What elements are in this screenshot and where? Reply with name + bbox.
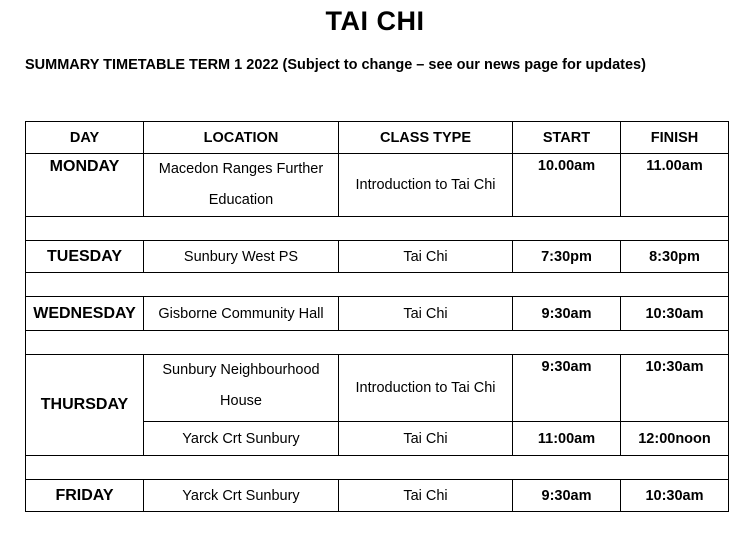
header-row xyxy=(26,122,729,154)
location-line: Macedon Ranges Further xyxy=(158,161,324,177)
timetable xyxy=(25,121,729,512)
spacer-row xyxy=(26,456,729,480)
table-row-tuesday xyxy=(26,241,729,273)
day-cell: THURSDAY xyxy=(26,355,144,456)
table-row-monday xyxy=(26,154,729,217)
spacer-cell xyxy=(26,331,729,355)
finish-cell: 10:30am xyxy=(621,297,729,331)
day-cell: TUESDAY xyxy=(26,241,144,273)
spacer-row xyxy=(26,331,729,355)
location-cell xyxy=(144,355,339,422)
location-cell: Sunbury West PS xyxy=(144,241,339,273)
finish-cell: 11.00am xyxy=(621,154,729,217)
day-cell: FRIDAY xyxy=(26,480,144,512)
page-subtitle: SUMMARY TIMETABLE TERM 1 2022 (Subject to change – see our news page for updates) xyxy=(25,57,646,73)
header-class-type: CLASS TYPE xyxy=(339,122,513,154)
class-type-cell: Introduction to Tai Chi xyxy=(339,154,513,217)
table-row-thursday xyxy=(26,355,729,422)
location-cell: Yarck Crt Sunbury xyxy=(144,480,339,512)
location-line: House xyxy=(220,393,262,409)
finish-cell: 10:30am xyxy=(621,480,729,512)
class-type-cell: Tai Chi xyxy=(339,480,513,512)
start-cell: 7:30pm xyxy=(513,241,621,273)
spacer-cell xyxy=(26,217,729,241)
start-cell: 9:30am xyxy=(513,480,621,512)
day-cell: MONDAY xyxy=(26,154,144,217)
header-location: LOCATION xyxy=(144,122,339,154)
location-cell: Yarck Crt Sunbury xyxy=(144,422,339,456)
finish-cell: 10:30am xyxy=(621,355,729,422)
page-title: TAI CHI xyxy=(325,6,425,36)
class-type-cell: Tai Chi xyxy=(339,241,513,273)
header-finish: FINISH xyxy=(621,122,729,154)
start-cell: 11:00am xyxy=(513,422,621,456)
start-cell: 10.00am xyxy=(513,154,621,217)
header-day: DAY xyxy=(26,122,144,154)
start-cell: 9:30am xyxy=(513,355,621,422)
spacer-row xyxy=(26,217,729,241)
spacer-cell xyxy=(26,456,729,480)
spacer-cell xyxy=(26,273,729,297)
location-cell xyxy=(144,154,339,217)
start-cell: 9:30am xyxy=(513,297,621,331)
table-row-wednesday xyxy=(26,297,729,331)
class-type-cell: Tai Chi xyxy=(339,297,513,331)
header-start: START xyxy=(513,122,621,154)
finish-cell: 12:00noon xyxy=(621,422,729,456)
location-line: Sunbury Neighbourhood xyxy=(162,362,320,378)
location-line: Education xyxy=(208,192,274,208)
spacer-row xyxy=(26,273,729,297)
day-cell: WEDNESDAY xyxy=(26,297,144,331)
location-cell: Gisborne Community Hall xyxy=(144,297,339,331)
class-type-cell: Tai Chi xyxy=(339,422,513,456)
class-type-cell: Introduction to Tai Chi xyxy=(339,355,513,422)
table-row-friday xyxy=(26,480,729,512)
finish-cell: 8:30pm xyxy=(621,241,729,273)
